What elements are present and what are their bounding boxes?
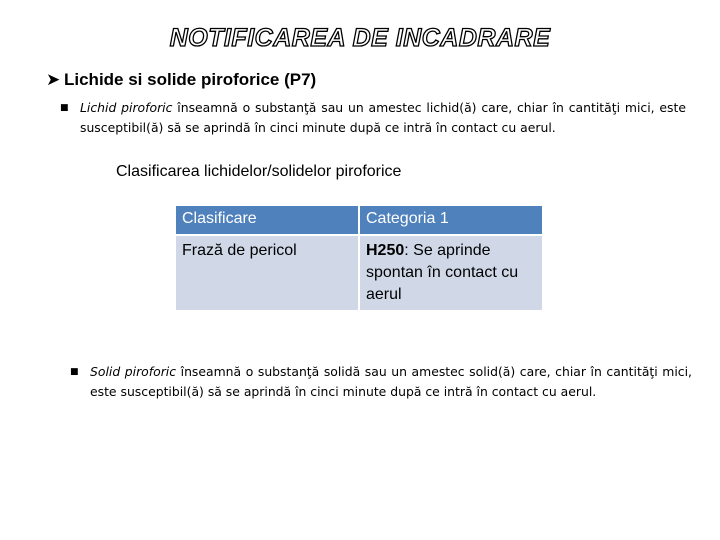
arrow-bullet-icon: ➤ <box>46 70 61 89</box>
term-lichid-piroforic: Lichid piroforic <box>80 100 173 115</box>
cell-hazard-statement <box>359 235 543 311</box>
page-title: NOTIFICAREA DE INCADRARE <box>169 24 551 52</box>
term-solid-piroforic: Solid piroforic <box>90 364 177 379</box>
section-heading-text: Lichide si solide piroforice (P7) <box>64 70 317 89</box>
hazard-code: H250 <box>366 242 405 259</box>
square-bullet-icon: ■ <box>60 103 69 113</box>
section-heading <box>46 70 316 90</box>
hazard-text: : Se aprinde spontan în contact cu aerul <box>366 242 519 303</box>
paragraph-lichid-piroforic <box>60 98 686 138</box>
table-header-row <box>175 205 543 235</box>
table-caption: Clasificarea lichidelor/solidelor piroforice <box>116 163 402 180</box>
classification-table <box>174 204 544 312</box>
definition-lichid-piroforic: înseamnă o substanţă sau un amestec lichid(ă) care, chiar în cantităţi mici, este susceptibil(ă) să se aprindă în cinci minute după ce intră în contact cu aerul. <box>80 100 686 135</box>
header-cell-clasificare: Clasificare <box>175 205 359 235</box>
square-bullet-icon: ■ <box>70 367 79 377</box>
cell-fraza-de-pericol: Frază de pericol <box>175 235 359 311</box>
header-cell-categoria: Categoria 1 <box>359 205 543 235</box>
table-row <box>175 235 543 311</box>
definition-solid-piroforic: înseamnă o substanţă solidă sau un amestec solid(ă) care, chiar în cantităţi mici, este susceptibil(ă) să se aprindă în cinci minute după ce intră în contact cu aerul. <box>90 364 692 399</box>
paragraph-solid-piroforic <box>70 362 692 402</box>
